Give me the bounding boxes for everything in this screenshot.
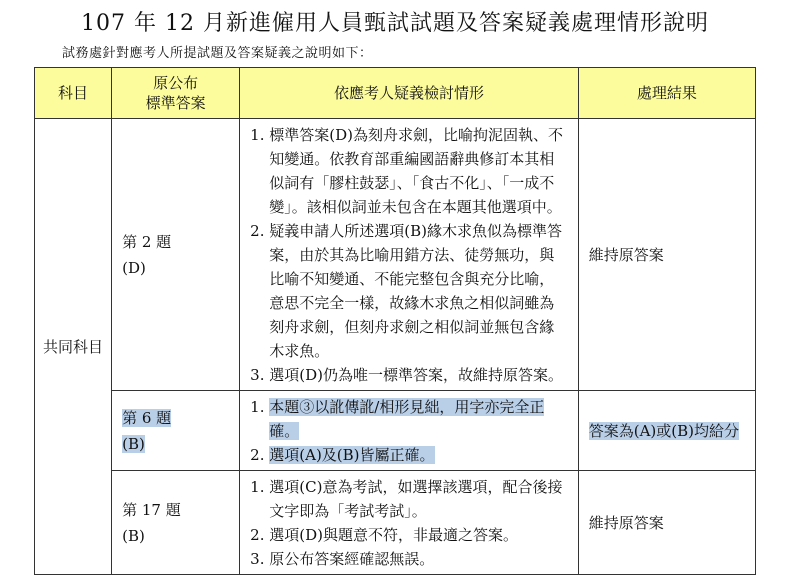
review-item xyxy=(269,443,568,467)
original-answer: (B) xyxy=(122,526,145,545)
answer-cell xyxy=(112,119,240,391)
header-subject: 科目 xyxy=(35,68,112,119)
header-original-answer xyxy=(112,68,240,119)
original-answer: (D) xyxy=(122,258,146,277)
question-number: 第 6 題 xyxy=(122,408,172,427)
page-subtitle: 試務處針對應考人所提試題及答案疑義之說明如下： xyxy=(62,46,373,61)
subject-cell: 共同科目 xyxy=(35,119,112,575)
result-cell: 維持原答案 xyxy=(578,471,755,575)
review-cell xyxy=(240,391,578,471)
result-cell xyxy=(578,391,755,471)
review-list xyxy=(241,120,576,389)
table-header-row xyxy=(35,68,756,119)
answer-cell xyxy=(112,471,240,575)
review-cell xyxy=(240,119,578,391)
review-list xyxy=(241,392,576,469)
question-number: 第 2 題 xyxy=(122,232,172,251)
original-answer: (B) xyxy=(122,434,145,453)
review-item xyxy=(269,395,568,443)
review-list xyxy=(241,472,576,573)
result-cell: 維持原答案 xyxy=(578,119,755,391)
review-item-text: 本題③以訛傳訛/相形見絀，用字亦完全正確。 xyxy=(269,398,545,440)
question-number: 第 17 題 xyxy=(122,500,181,519)
table-row xyxy=(35,391,756,471)
review-item: 1. 標準答案(D)為刻舟求劍，比喻拘泥固執、不知變通。依教育部重編國語辭典修訂本其相似詞有「膠柱鼓瑟」、「食古不化」、「一成不變」。該相似詞並未包含在本題其他選項中。 xyxy=(269,123,568,219)
header-original-answer-line2: 標準答案 xyxy=(145,94,206,112)
header-original-answer-line1: 原公布 xyxy=(153,74,199,92)
header-result: 處理結果 xyxy=(578,68,755,119)
review-item-text: 選項(A)及(B)皆屬正確。 xyxy=(269,446,435,464)
review-item: 3. 原公布答案經確認無誤。 xyxy=(269,547,568,571)
review-cell xyxy=(240,471,578,575)
review-item: 3. 選項(D)仍為唯一標準答案，故維持原答案。 xyxy=(269,363,568,387)
review-item: 1. 選項(C)意為考試，如選擇該選項，配合後接文字即為「考試考試」。 xyxy=(269,475,568,523)
table-row xyxy=(35,471,756,575)
table-row xyxy=(35,119,756,391)
answer-cell xyxy=(112,391,240,471)
answer-dispute-table xyxy=(34,67,756,575)
result-text: 答案為(A)或(B)均給分 xyxy=(588,422,739,440)
review-item: 2. 疑義申請人所述選項(B)緣木求魚似為標準答案，由於其為比喻用錯方法、徒勞無功，與比喻不知變通、不能完整包含與充分比喻，意思不完全一樣，故緣木求魚之相似詞雖為刻舟求劍，但刻舟求劍之相似詞並無包含緣木求魚。 xyxy=(269,219,568,363)
review-item: 2. 選項(D)與題意不符，非最適之答案。 xyxy=(269,523,568,547)
header-review: 依應考人疑義檢討情形 xyxy=(240,68,578,119)
page-title: 107 年 12 月新進僱用人員甄試試題及答案疑義處理情形說明 xyxy=(81,11,709,36)
